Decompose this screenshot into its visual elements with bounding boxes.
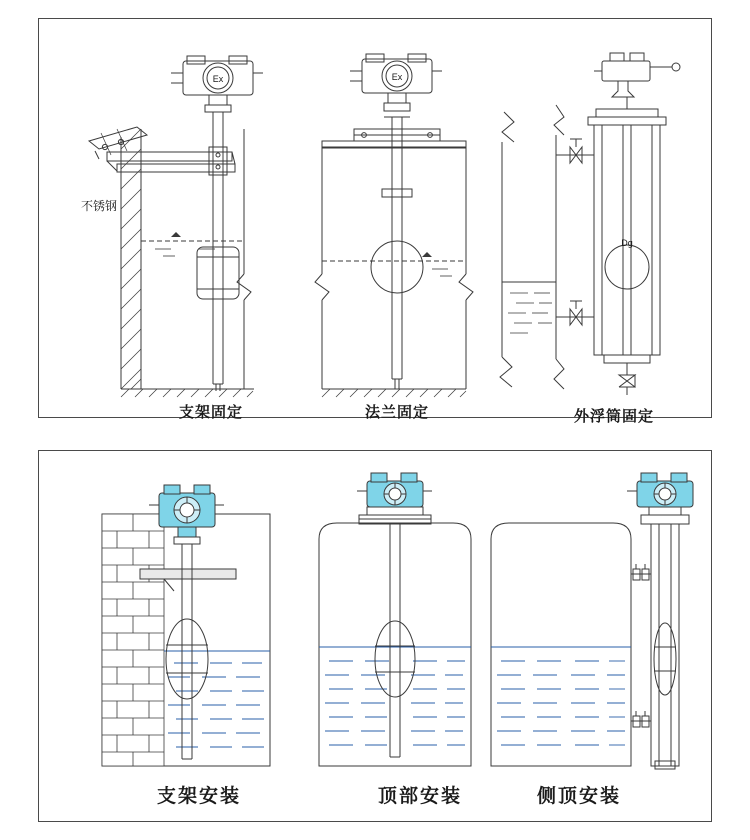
- top-panel: [38, 18, 712, 425]
- ex-label-2: Ex: [391, 72, 403, 82]
- ex-label-1: Ex: [212, 74, 224, 84]
- dg-label: Dg: [621, 238, 633, 248]
- fig-side-top-install-caption: 侧顶安装: [536, 786, 621, 807]
- fig-side-top-install: [479, 469, 694, 807]
- fig-bracket-fixed-caption: 支架固定: [178, 404, 243, 421]
- fig-flange-fixed-caption: 法兰固定: [364, 404, 429, 421]
- bottom-panel: [38, 450, 712, 822]
- stainless-steel-label: 不锈钢: [81, 199, 118, 213]
- fig-flange-fixed: [294, 29, 494, 421]
- fig-top-install: [301, 469, 491, 807]
- fig-bracket-fixed: [59, 29, 289, 421]
- fig-bracket-install: [64, 469, 274, 807]
- fig-bracket-install-caption: 支架安装: [156, 786, 241, 807]
- fig-top-install-caption: 顶部安装: [377, 786, 462, 807]
- fig-external-chamber-fixed: [484, 27, 704, 425]
- fig-external-chamber-caption: 外浮筒固定: [573, 408, 654, 425]
